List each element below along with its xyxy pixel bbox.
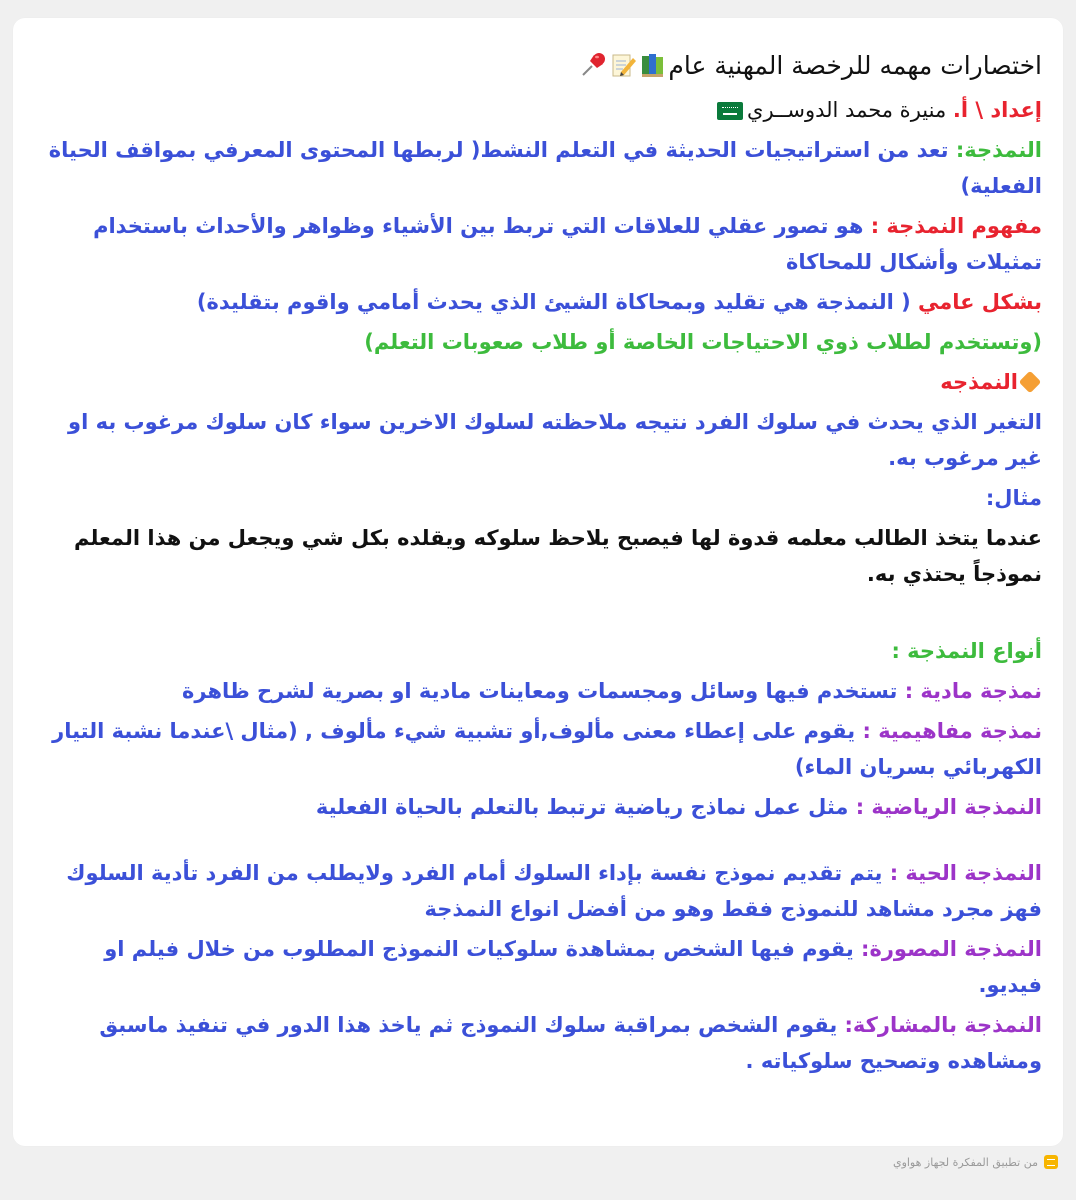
example-text: عندما يتخذ الطالب معلمه قدوة لها فيصبح يلاحظ سلوكه ويقلده بكل شي ويجعل من هذا المعلم نموذجاً يحتذي به.: [74, 526, 1042, 586]
t6-text: يقوم الشخص بمراقبة سلوك النموذج ثم ياخذ هذا الدور في تنفيذ ماسبق ومشاهده وتصحيح سلوكياته .: [99, 1013, 1042, 1073]
types-heading: أنواع النمذجة :: [891, 639, 1042, 663]
t3-text: مثل عمل نماذج رياضية ترتبط بالتعلم بالحياة الفعلية: [315, 795, 849, 819]
app-footer: [893, 1155, 1058, 1169]
t4-label: النمذجة الحية :: [882, 861, 1042, 885]
definition-line: [41, 130, 1042, 206]
t2-text: يقوم على إعطاء معنى مألوف,أو تشبية شيء مألوف , (مثال \عندما نشبة التيار الكهربائي بسريان الماء): [52, 719, 1042, 779]
example-label: مثال:: [985, 486, 1042, 510]
orange-diamond-icon: [1019, 371, 1042, 394]
author-name: منيرة محمد الدوســري: [747, 98, 953, 122]
t3-label: النمذجة الرياضية :: [848, 795, 1042, 819]
t5-text: يقوم فيها الشخص بمشاهدة سلوكيات النموذج المطلوب من خلال فيلم او فيديو.: [104, 937, 1042, 997]
type-mathematical: [41, 787, 1042, 827]
p5-label: النمذجه: [940, 370, 1018, 394]
t1-text: تستخدم فيها وسائل ومجسمات ومعاينات مادية او بصرية لشرح ظاهرة: [182, 679, 898, 703]
modeling-definition: التغير الذي يحدث في سلوك الفرد نتيجه ملاحظته لسلوك الاخرين سواء كان سلوك مرغوب به او غير مرغوب به.: [68, 410, 1042, 470]
t2-label: نمذجة مفاهيمية :: [855, 719, 1042, 743]
type-filmed: [41, 929, 1042, 1005]
spacer: [41, 594, 1042, 631]
pushpin-icon: [579, 47, 607, 75]
type-physical: [41, 671, 1042, 711]
modeling-heading: [41, 362, 1042, 402]
books-icon: [639, 47, 667, 75]
author-line: [41, 90, 1042, 130]
p2-text: هو تصور عقلي للعلاقات التي تربط بين الأشياء وظواهر والأحداث باستخدام تمثيلات وأشكال للمحاكاة: [93, 214, 1042, 274]
note-content: [13, 18, 1063, 1081]
p3-label: بشكل عامي: [910, 290, 1042, 314]
t4-text: يتم تقديم نموذج نفسة بإداء السلوك أمام الفرد ولايطلب من الفرد تأدية السلوك فهز مجرد مشاهد للنموذج فقط وهو من أفضل انواع النمذجة: [66, 861, 1042, 921]
title-text: اختصارات مهمه للرخصة المهنية عام: [668, 51, 1042, 80]
general-line: [41, 282, 1042, 322]
concept-line: [41, 206, 1042, 282]
spacer: [41, 827, 1042, 853]
saudi-flag-icon: [717, 102, 743, 120]
p1-label: النمذجة:: [948, 138, 1042, 162]
author-label: إعداد \ أ.: [952, 98, 1042, 122]
p1-text: تعد من استراتيجيات الحديثة في التعلم النشط( لربطها المحتوى المعرفي بمواقف الحياة الفعلية): [48, 138, 1042, 198]
t1-label: نمذجة مادية :: [897, 679, 1042, 703]
p3-text: ( النمذجة هي تقليد وبمحاكاة الشيئ الذي يحدث أمامي واقوم بتقليدة): [196, 290, 911, 314]
t5-label: النمذجة المصورة:: [853, 937, 1042, 961]
note-card: [13, 18, 1063, 1146]
usage-line: (وتستخدم لطلاب ذوي الاحتياجات الخاصة أو طلاب صعوبات التعلم): [364, 330, 1042, 354]
footer-text: من تطبيق المفكرة لجهاز هواوي: [892, 1155, 1038, 1169]
notepad-icon: [1044, 1155, 1058, 1169]
type-participatory: [41, 1005, 1042, 1081]
t6-label: النمذجة بالمشاركة:: [837, 1013, 1042, 1037]
type-conceptual: [41, 711, 1042, 787]
type-live: [41, 853, 1042, 929]
p2-label: مفهوم النمذجة :: [863, 214, 1042, 238]
note-title: [41, 42, 1042, 90]
memo-icon: [609, 47, 637, 75]
